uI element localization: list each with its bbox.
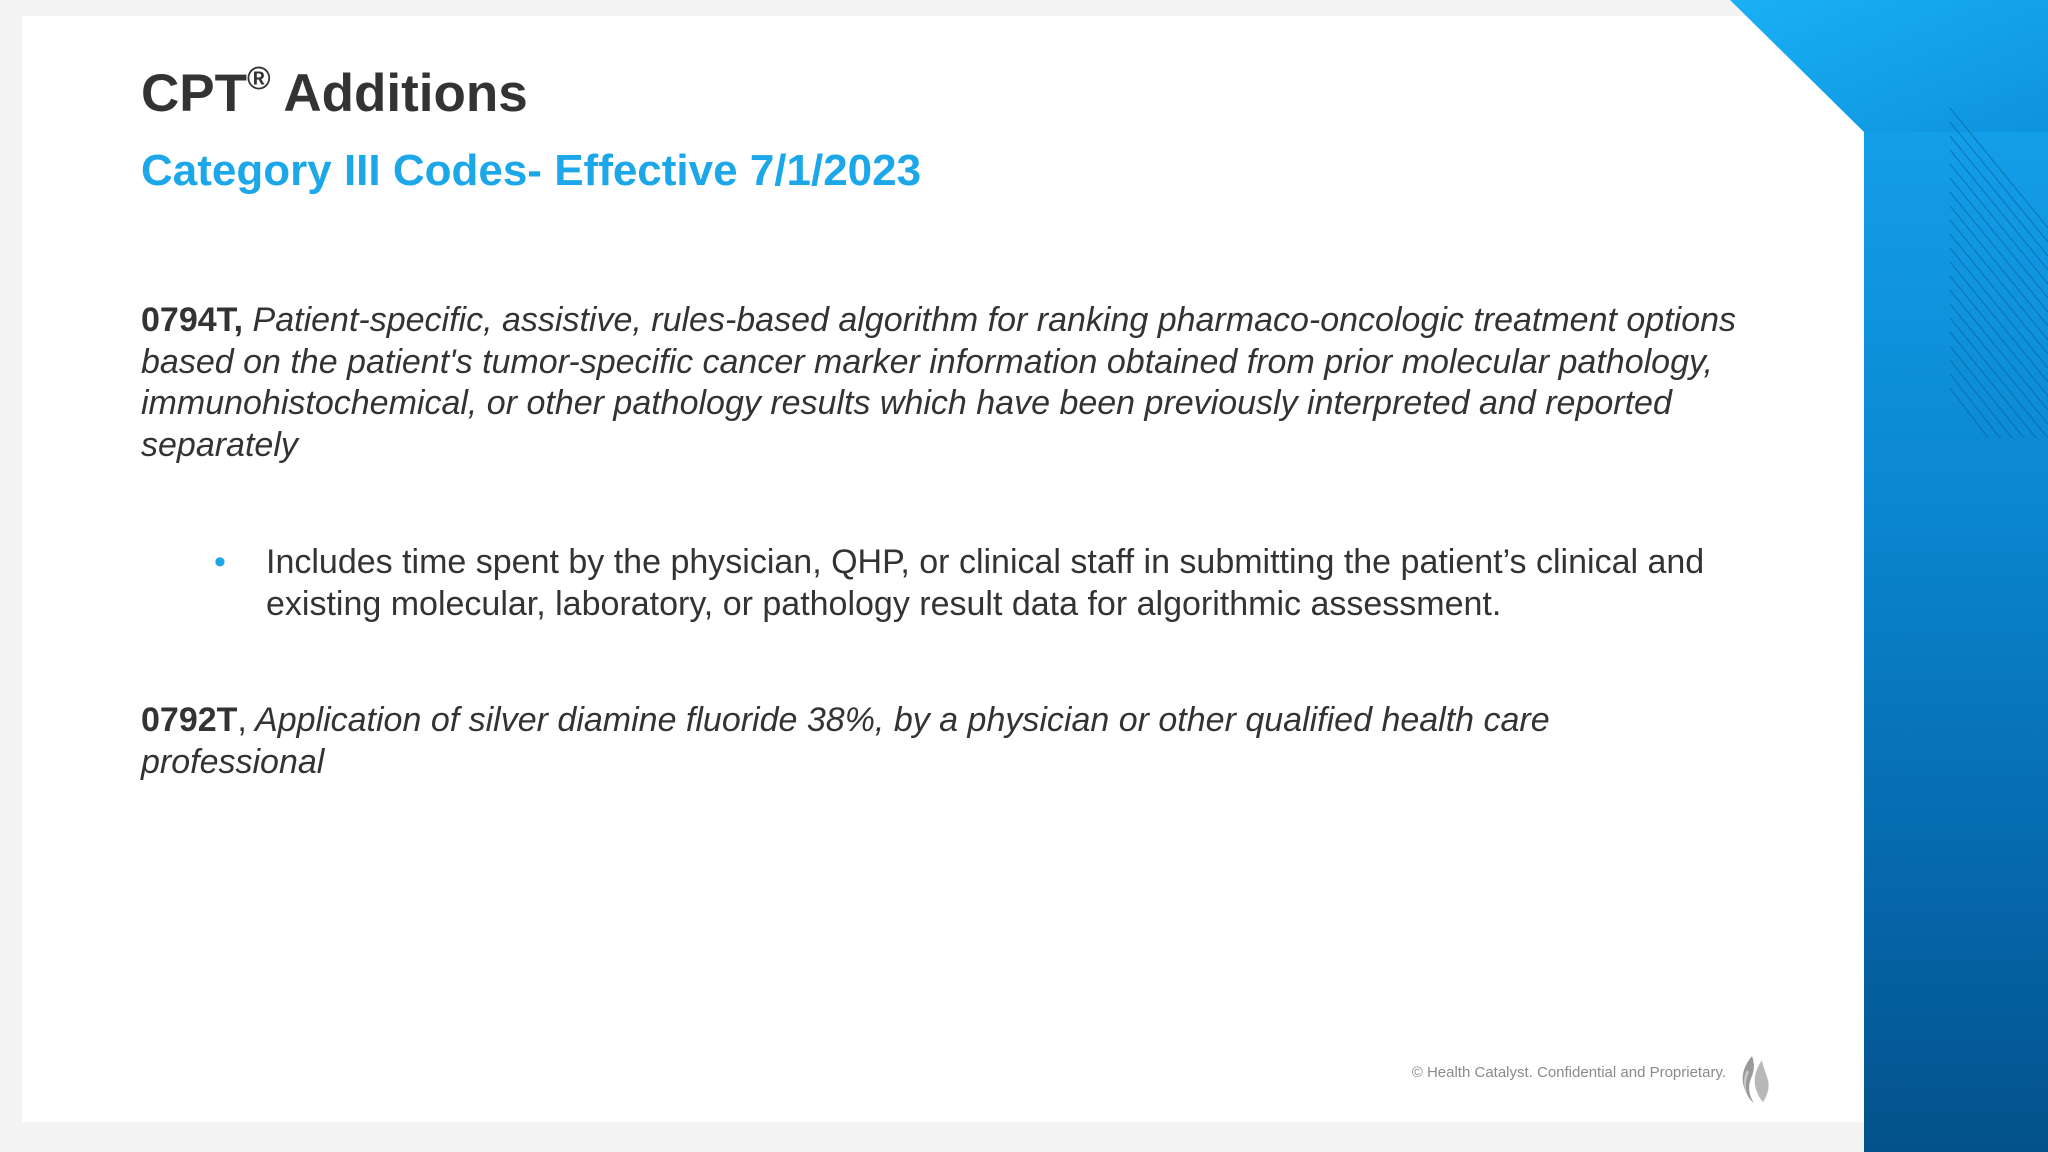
code-description: Patient-specific, assistive, rules-based algorithm for ranking pharmaco-oncologic treatment options based on the patient's tumor-specific cancer marker information obtained from prior molecular pathology, immunohistochemical, or other pathology results which have been previously interpreted and reported separately <box>141 301 1737 464</box>
slide-title <box>141 62 528 126</box>
bullet-item <box>214 542 1754 625</box>
registered-mark: ® <box>247 60 271 96</box>
code-label: 0794T, <box>141 301 244 339</box>
diagonal-lines-pattern-icon <box>1950 108 2048 438</box>
code-entry-0792t <box>141 700 1651 783</box>
code-entry-0794t <box>141 300 1801 466</box>
slide-subtitle: Category III Codes- Effective 7/1/2023 <box>141 146 922 195</box>
bullet-text: Includes time spent by the physician, QHP, or clinical staff in submitting the patient’s clinical and existing molecular, laboratory, or pathology result data for algorithmic assessment. <box>266 543 1705 623</box>
title-text: CPT <box>141 64 247 123</box>
title-text-rest: Additions <box>270 64 528 123</box>
code-description: Application of silver diamine fluoride 38%, by a physician or other qualified health care professional <box>141 701 1550 781</box>
bullet-dot-icon: • <box>214 543 226 581</box>
code-label: 0792T <box>141 701 238 739</box>
code-separator: , <box>237 701 247 739</box>
footer-copyright: © Health Catalyst. Confidential and Proprietary. <box>1411 1064 1726 1081</box>
flame-logo-icon <box>1738 1054 1772 1104</box>
